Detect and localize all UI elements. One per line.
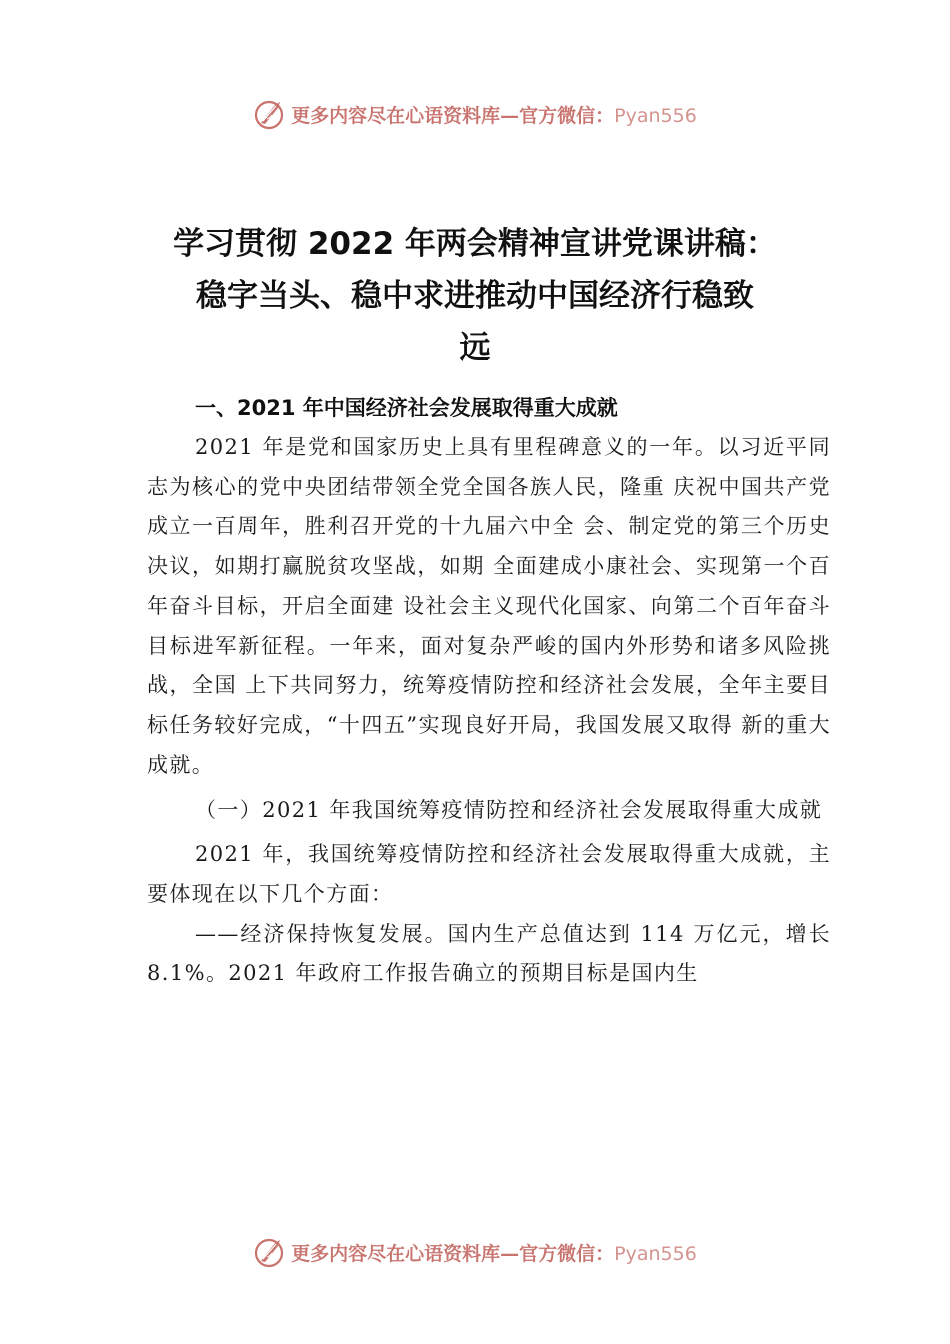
watermark-text [291,1239,697,1266]
watermark-banner-top [0,94,950,134]
document-title [140,218,810,374]
wechat-id: Pyan556 [614,1242,697,1265]
watermark-main-text: 更多内容尽在心语资料库—官方微信： [291,1242,615,1265]
body-paragraph-2: 2021 年，我国统筹疫情防控和经济社会发展取得重大成就，主要体现在以下几个方面： [147,842,831,907]
body-paragraph-3: ——经济保持恢复发展。国内生产总值达到 114 万亿元，增长 8.1%。2021 年政府工作报告确立的预期目标是国内生 [147,921,831,986]
body-paragraph-1: 2021 年是党和国家历史上具有里程碑意义的一年。以习近平同志为核心的党中央团结带领全党全国各族人民，隆重 庆祝中国共产党成立一百周年，胜利召开党的十九届六中全 会、制定党的第三个历史决议，如期打赢脱贫攻坚战，如期 全面建成小康社会、实现第一个百年奋斗目标，开启全面建 设社会主义现代化国家、向第二个百年奋斗目标进军新征程。一年来，面对复杂严峻的国内外形势和诸多风险挑战，全国 上下共同努力，统筹疫情防控和经济社会发展，全年主要目标任务较好完成，“十四五”实现良好开局，我国发展又取得 新的重大成就。 [147,435,831,777]
document-body [147,388,831,994]
quill-pen-logo-icon [253,97,287,131]
watermark-text [291,101,697,128]
watermark-banner-bottom [0,1232,950,1272]
title-line-2: 稳字当头、稳中求进推动中国经济行稳致 [196,278,754,314]
quill-pen-logo-icon [253,1235,287,1269]
section-heading: 一、2021 年中国经济社会发展取得重大成就 [195,396,618,420]
title-line-1: 学习贯彻 2022 年两会精神宣讲党课讲稿： [173,226,777,262]
watermark-main-text: 更多内容尽在心语资料库—官方微信： [291,104,615,127]
sub-heading: （一）2021 年我国统筹疫情防控和经济社会发展取得重大成就 [195,798,823,823]
title-line-3: 远 [459,330,491,366]
wechat-id: Pyan556 [614,104,697,127]
